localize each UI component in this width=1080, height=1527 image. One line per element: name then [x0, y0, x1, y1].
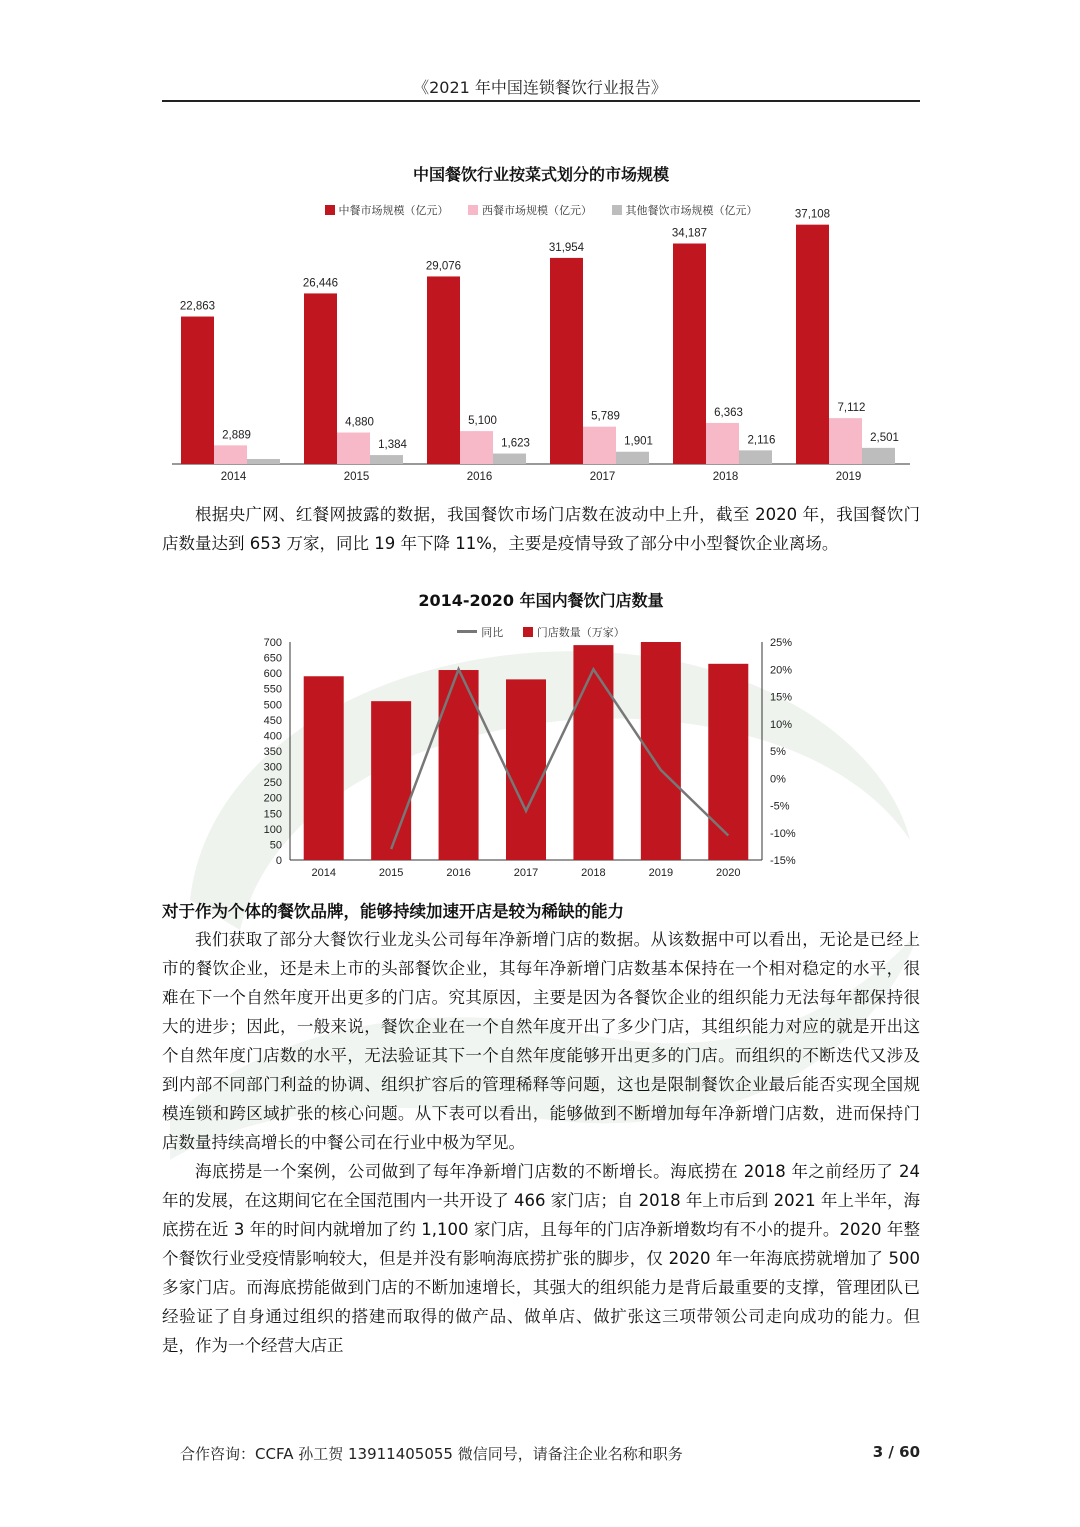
data-label-1-2014: 2,889	[222, 429, 251, 442]
bar-0-2018	[673, 243, 706, 464]
x-tick-2017: 2017	[589, 471, 616, 483]
y2-tick--10%: -10%	[770, 827, 796, 840]
data-label-0-2017: 31,954	[548, 241, 585, 254]
y-tick-200: 200	[263, 792, 282, 805]
legend-chinese: 中餐市场规模（亿元）	[325, 202, 449, 218]
x-tick-2017: 2017	[513, 867, 539, 879]
store-bar-2014	[304, 676, 344, 860]
header-rule	[162, 100, 920, 102]
data-label-0-2016: 29,076	[425, 260, 462, 273]
bar-1-2014	[214, 445, 247, 464]
bar-0-2016	[427, 276, 460, 464]
paragraph-1-block	[162, 500, 920, 558]
bar-0-2019	[796, 225, 829, 464]
y2-tick--15%: -15%	[770, 855, 796, 867]
body-text-block	[162, 925, 920, 1360]
data-label-2-2015: 1,384	[378, 439, 407, 452]
data-label-1-2019: 7,112	[837, 402, 866, 415]
data-label-1-2015: 4,880	[345, 416, 374, 429]
y-tick-300: 300	[263, 761, 282, 774]
store-bar-2018	[573, 645, 613, 860]
chart2-plot	[162, 580, 920, 890]
footer	[180, 1443, 920, 1464]
data-label-2-2019: 2,501	[870, 431, 899, 444]
market-size-chart	[162, 150, 920, 490]
y-tick-100: 100	[263, 823, 282, 836]
bar-0-2014	[181, 317, 214, 464]
y2-tick--5%: -5%	[770, 800, 790, 813]
y-tick-400: 400	[263, 730, 282, 743]
bar-1-2016	[460, 431, 493, 464]
legend-western: 西餐市场规模（亿元）	[468, 202, 592, 218]
store-count-chart	[162, 580, 920, 890]
y-tick-550: 550	[263, 683, 282, 696]
store-bar-2015	[371, 701, 411, 860]
data-label-1-2018: 6,363	[714, 406, 743, 419]
footer-contact: 合作咨询：CCFA 孙工贺 13911405055 微信同号，请备注企业名称和职务	[180, 1445, 683, 1463]
bar-2-2018	[739, 450, 772, 464]
bar-2-2015	[370, 455, 403, 464]
y-tick-50: 50	[269, 839, 282, 852]
y2-tick-0%: 0%	[770, 773, 786, 786]
x-tick-2016: 2016	[446, 867, 471, 879]
y-tick-450: 450	[263, 714, 282, 727]
x-tick-2018: 2018	[581, 867, 606, 879]
y2-tick-5%: 5%	[770, 746, 786, 758]
y-tick-350: 350	[263, 746, 282, 758]
data-label-2-2018: 2,116	[747, 434, 776, 447]
x-tick-2015: 2015	[343, 471, 370, 483]
x-tick-2018: 2018	[712, 471, 739, 483]
bar-1-2018	[706, 423, 739, 464]
legend-yoy: 同比	[457, 624, 503, 640]
header-title: 《2021 年中国连锁餐饮行业报告》	[413, 78, 667, 97]
bar-2-2019	[862, 448, 895, 464]
y2-tick-15%: 15%	[770, 691, 793, 704]
y2-tick-10%: 10%	[770, 718, 793, 731]
y2-tick-25%: 25%	[770, 637, 793, 649]
store-bar-2020	[708, 664, 748, 860]
bar-1-2015	[337, 433, 370, 464]
paragraph-1: 根据央广网、红餐网披露的数据，我国餐饮市场门店数在波动中上升，截至 2020 年，我国餐饮门店数量达到 653 万家，同比 19 年下降 11%，主要是疫情导致了部分中小型餐饮企业离场。	[162, 505, 920, 553]
y-tick-600: 600	[263, 668, 282, 681]
y-tick-500: 500	[263, 699, 282, 712]
y-tick-650: 650	[263, 652, 282, 665]
bar-1-2019	[829, 418, 862, 464]
x-tick-2016: 2016	[466, 471, 493, 483]
x-tick-2015: 2015	[378, 867, 404, 879]
x-tick-2019: 2019	[835, 471, 862, 483]
x-tick-2019: 2019	[648, 867, 674, 879]
data-label-2-2016: 1,623	[501, 437, 530, 450]
bar-2-2016	[493, 454, 526, 464]
data-label-0-2015: 26,446	[302, 277, 339, 290]
chart1-title: 中国餐饮行业按菜式划分的市场规模	[412, 165, 669, 184]
data-label-1-2016: 5,100	[468, 415, 497, 428]
paragraph-3: 海底捞是一个案例，公司做到了每年净新增门店数的不断增长。海底捞在 2018 年之前经历了 24 年的发展，在这期间它在全国范围内一共开设了 466 家门店；自 2018 年上市后到 2021 年上半年，海底捞在近 3 年的时间内就增加了约 1,100 家门店，且每年的门店净新增数均有不小的提升。2020 年整个餐饮行业受疫情影响较大，但是并没有影响海底捞扩张的脚步，仅 2020 年一年海底捞就增加了 500 多家门店。而海底捞能做到门店的不断加速增长，其强大的组织能力是背后最重要的支撑，管理团队已经验证了自身通过组织的搭建而取得的做产品、做单店、做扩张这三项带领公司走向成功的能力。但是，作为一个经营大店正	[162, 1162, 920, 1355]
bar-0-2015	[304, 293, 337, 464]
data-label-0-2014: 22,863	[179, 300, 216, 313]
x-tick-2014: 2014	[220, 471, 247, 483]
y-tick-700: 700	[263, 637, 282, 649]
legend-store-count: 门店数量（万家）	[523, 624, 625, 640]
x-tick-2020: 2020	[716, 867, 741, 879]
page-number: 3 / 60	[872, 1443, 920, 1461]
bar-2-2014	[247, 459, 280, 464]
paragraph-2: 我们获取了部分大餐饮行业龙头公司每年净新增门店的数据。从该数据中可以看出，无论是已经上市的餐饮企业，还是未上市的头部餐饮企业，其每年净新增门店数基本保持在一个相对稳定的水平，很难在下一个自然年度开出更多的门店。究其原因，主要是因为各餐饮企业的组织能力无法每年都保持很大的进步；因此，一般来说，餐饮企业在一个自然年度开出了多少门店，其组织能力对应的就是开出这个自然年度门店数的水平，无法验证其下一个自然年度能够开出更多的门店。而组织的不断迭代又涉及到内部不同部门利益的协调、组织扩容后的管理稀释等问题，这也是限制餐饮企业最后能否实现全国规模连锁和跨区域扩张的核心问题。从下表可以看出，能够做到不断增加每年净新增门店数，进而保持门店数量持续高增长的中餐公司在行业中极为罕见。	[162, 930, 920, 1152]
y-tick-0: 0	[275, 855, 282, 867]
data-label-0-2018: 34,187	[671, 227, 708, 240]
store-bar-2017	[506, 679, 546, 860]
chart2-title: 2014-2020 年国内餐饮门店数量	[418, 591, 664, 610]
chart1-plot	[162, 150, 920, 490]
section-heading: 对于作为个体的餐饮品牌，能够持续加速开店是较为稀缺的能力	[162, 902, 624, 921]
data-label-0-2019: 37,108	[794, 208, 831, 221]
x-tick-2014: 2014	[311, 867, 336, 879]
bar-0-2017	[550, 258, 583, 464]
y2-tick-20%: 20%	[770, 664, 793, 677]
data-label-2-2017: 1,901	[624, 435, 653, 448]
bar-1-2017	[583, 427, 616, 464]
bar-2-2017	[616, 452, 649, 464]
y-tick-150: 150	[263, 808, 282, 821]
legend-other: 其他餐饮市场规模（亿元）	[612, 202, 758, 218]
y-tick-250: 250	[263, 777, 282, 790]
data-label-1-2017: 5,789	[591, 410, 620, 423]
